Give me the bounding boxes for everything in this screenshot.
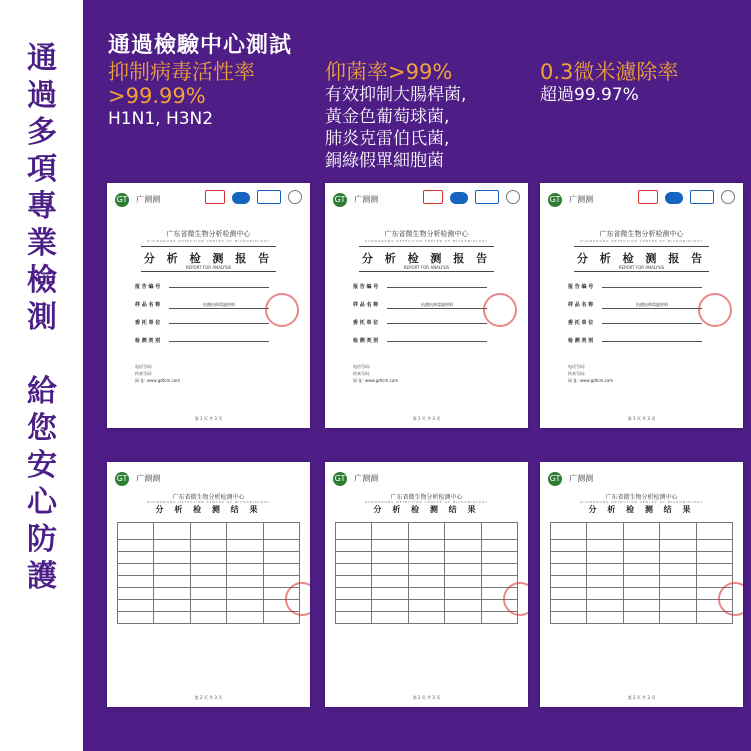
field-test-type: 检 测 类 别 (135, 337, 269, 347)
contact-fax: 传真号码: (568, 371, 586, 376)
contact-web: 网 址: www.gdtcm.com (135, 378, 181, 383)
slogan-char: 過 (27, 78, 57, 113)
report-logo-icon: GT (548, 193, 562, 207)
page-number: 第 1 页 共 3 页 (194, 416, 223, 421)
report-logo-name: 广测测 (354, 195, 379, 204)
report-logo-icon: GT (333, 193, 347, 207)
slogan-char: 護 (27, 559, 57, 594)
center-name-en: GUANGDONG DETECTION CENTER OF MICROBIOLOGY (147, 500, 270, 504)
claim-filtration (540, 60, 740, 106)
headline: 通過檢驗中心測試 (108, 33, 293, 58)
center-name: 广东省微生物分析检测中心 (599, 230, 684, 238)
results-table (335, 522, 518, 624)
page-number: 第 2 页 共 3 页 (627, 695, 656, 700)
divider (359, 271, 494, 272)
report-logo (548, 189, 593, 207)
cert-badges (421, 189, 520, 208)
field-report-no: 报 告 编 号 (353, 283, 487, 293)
contact-phone: 电话号码: (353, 364, 371, 369)
claim-line: 肺炎克雷伯氏菌, (325, 129, 450, 149)
field-applicant: 委 托 单 位 (353, 319, 487, 329)
center-name: 广东省微生物分析检测中心 (390, 494, 463, 501)
center-name: 广东省微生物分析检测中心 (605, 494, 678, 501)
report-logo-name: 广测测 (354, 474, 379, 483)
slogan-char: 安 (27, 448, 57, 483)
cnas-badge-icon (475, 190, 499, 204)
report-logo-icon: GT (115, 472, 129, 486)
center-name-en: GUANGDONG DETECTION CENTER OF MICROBIOLOGY (365, 500, 488, 504)
divider (574, 246, 709, 247)
report-logo-icon: GT (548, 472, 562, 486)
report-title: 分 析 检 测 报 告 (143, 252, 274, 265)
claim-title: 0.3微米濾除率 (540, 60, 679, 84)
field-sample-name: 样 品 名 称 抗菌抗病毒滤材料 (135, 301, 269, 311)
results-title: 分 析 检 测 结 果 (155, 505, 262, 514)
center-name: 广东省微生物分析检测中心 (172, 494, 245, 501)
contact-block (353, 363, 503, 384)
report-cover-antibacterial (325, 183, 528, 428)
report-logo-name: 广测测 (136, 474, 161, 483)
slogan-gap (20, 336, 64, 373)
cnas-badge-icon (257, 190, 281, 204)
slogan-char: 給 (27, 374, 57, 409)
page-number: 第 1 页 共 3 页 (627, 416, 656, 421)
claim-line: 超過99.97% (540, 85, 639, 105)
center-name-en: GUANGDONG DETECTION CENTER OF MICROBIOLOGY (580, 500, 703, 504)
page-number: 第 1 页 共 3 页 (412, 416, 441, 421)
contact-block (135, 363, 285, 384)
center-name-en: GUANGDONG DETECTION CENTER OF MICROBIOLOGY (580, 239, 703, 243)
cert-badges (636, 189, 735, 208)
slogan-char: 通 (27, 41, 57, 76)
claim-line: 有效抑制大腸桿菌, (325, 85, 467, 105)
report-results-filtration (540, 462, 743, 707)
slogan-char: 業 (27, 226, 57, 261)
red-seal-stamp (698, 293, 732, 327)
cma-badge-icon (205, 190, 225, 204)
field-report-no: 报 告 编 号 (135, 283, 269, 293)
report-logo (333, 468, 378, 486)
cma-badge-icon (423, 190, 443, 204)
claim-title: 仰菌率>99% (325, 60, 453, 84)
vertical-slogan (20, 40, 64, 595)
report-cover-filtration (540, 183, 743, 428)
red-seal-stamp (483, 293, 517, 327)
contact-web: 网 址: www.gdtcm.com (353, 378, 399, 383)
divider (141, 271, 276, 272)
contact-fax: 传真号码: (353, 371, 371, 376)
contact-web: 网 址: www.gdtcm.com (568, 378, 614, 383)
report-logo (115, 189, 160, 207)
page-number: 第 2 页 共 3 页 (194, 695, 223, 700)
ilac-badge-icon (665, 192, 683, 204)
center-name: 广东省微生物分析检测中心 (166, 230, 251, 238)
cma-badge-icon (638, 190, 658, 204)
report-cover-antiviral (107, 183, 310, 428)
slogan-char: 心 (27, 485, 57, 520)
slogan-char: 防 (27, 522, 57, 557)
results-table (117, 522, 300, 624)
claim-line: 黃金色葡萄球菌, (325, 107, 450, 127)
results-table (550, 522, 733, 624)
report-results-antiviral (107, 462, 310, 707)
seal-badge-icon (288, 190, 302, 204)
contact-phone: 电话号码: (135, 364, 153, 369)
claim-line: H1N1, H3N2 (108, 109, 214, 129)
slogan-char: 項 (27, 152, 57, 187)
report-logo (333, 189, 378, 207)
field-applicant: 委 托 单 位 (135, 319, 269, 329)
report-logo-name: 广测测 (569, 474, 594, 483)
report-logo (115, 468, 160, 486)
divider (574, 271, 709, 272)
seal-badge-icon (721, 190, 735, 204)
claim-antiviral (108, 60, 308, 130)
report-title: 分 析 检 测 报 告 (361, 252, 492, 265)
divider (141, 246, 276, 247)
results-title: 分 析 检 测 结 果 (588, 505, 695, 514)
cert-badges (203, 189, 302, 208)
report-logo (548, 468, 593, 486)
slogan-char: 您 (27, 411, 57, 446)
claim-title: 抑制病毒活性率 (108, 60, 255, 84)
report-results-antibacterial (325, 462, 528, 707)
cnas-badge-icon (690, 190, 714, 204)
results-title: 分 析 检 测 结 果 (373, 505, 480, 514)
report-logo-name: 广测测 (136, 195, 161, 204)
claim-line: 銅綠假單細胞菌 (325, 151, 444, 171)
report-title-en: REPORT FOR ANALYSIS (618, 265, 665, 270)
report-title-en: REPORT FOR ANALYSIS (185, 265, 232, 270)
page-number: 第 2 页 共 3 页 (412, 695, 441, 700)
slogan-char: 多 (27, 115, 57, 150)
ilac-badge-icon (450, 192, 468, 204)
ilac-badge-icon (232, 192, 250, 204)
center-name-en: GUANGDONG DETECTION CENTER OF MICROBIOLOGY (147, 239, 270, 243)
report-title-en: REPORT FOR ANALYSIS (403, 265, 450, 270)
claim-antibacterial (325, 60, 525, 172)
center-name: 广东省微生物分析检测中心 (384, 230, 469, 238)
report-title: 分 析 检 测 报 告 (576, 252, 707, 265)
side-panel (0, 0, 83, 751)
report-logo-name: 广测测 (569, 195, 594, 204)
red-seal-stamp (265, 293, 299, 327)
field-sample-name: 样 品 名 称 抗菌抗病毒滤材料 (353, 301, 487, 311)
center-name-en: GUANGDONG DETECTION CENTER OF MICROBIOLOGY (365, 239, 488, 243)
slogan-char: 測 (27, 300, 57, 335)
field-sample-name: 样 品 名 称 抗菌抗病毒滤材料 (568, 301, 702, 311)
slogan-char: 檢 (27, 263, 57, 298)
contact-block (568, 363, 718, 384)
field-test-type: 检 测 类 别 (353, 337, 487, 347)
contact-phone: 电话号码: (568, 364, 586, 369)
seal-badge-icon (506, 190, 520, 204)
report-logo-icon: GT (333, 472, 347, 486)
slogan-char: 專 (27, 189, 57, 224)
contact-fax: 传真号码: (135, 371, 153, 376)
claim-value: >99.99% (108, 84, 206, 108)
divider (359, 246, 494, 247)
field-applicant: 委 托 单 位 (568, 319, 702, 329)
field-test-type: 检 测 类 别 (568, 337, 702, 347)
report-logo-icon: GT (115, 193, 129, 207)
field-report-no: 报 告 编 号 (568, 283, 702, 293)
